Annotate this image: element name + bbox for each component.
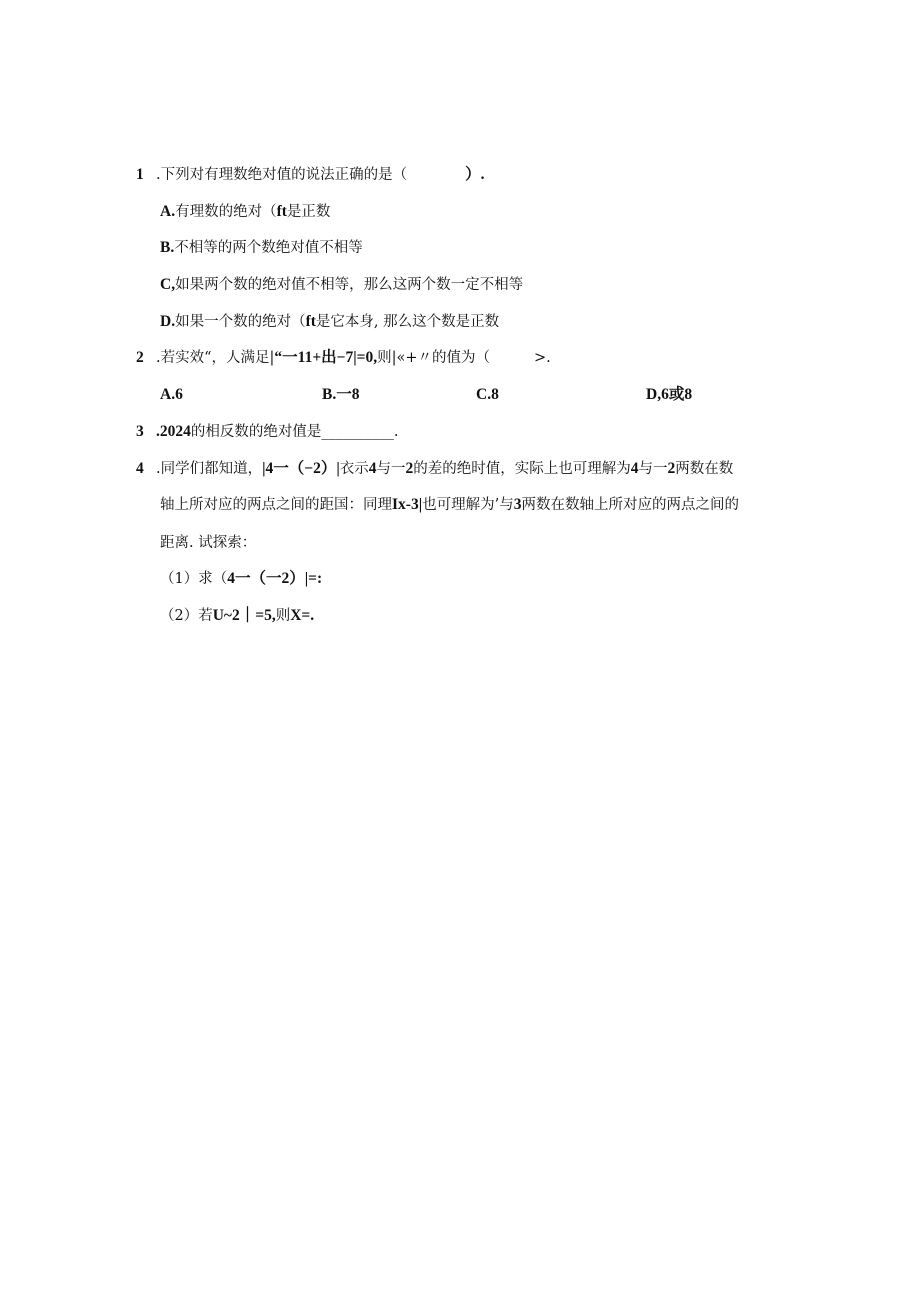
option-b: B.一8	[322, 386, 360, 403]
question-number: 4	[136, 460, 144, 477]
answer-blank: __________	[321, 424, 394, 440]
document-page: 1 .下列对有理数绝对值的说法正确的是（ ）. A.有理数的绝对（ft是正数 B.不相等的两个数绝对值不相等 C,如果两个数的绝对值不相等，那么这两个数一定不相等 D.如果一个数的绝对（ft是它本身, 那么这个数是正数 2 .若实效“，人满足|“一11+出−7|=0,则|«+〃的值为（ >. A.6 B.一8 C.8 D,6或8 3 .2024的相反数的绝对值是__________. 4 .同学们都知道，|4一（−2）|衣示4与一2的差的绝时值，实际上也可理解为4与一2两数在数 轴上所对应的两点之间的距国：同理Ix-3|也可理解为’与3两数在数轴上所对应的两点之间的 距离. 试探索： （1）求（4一（一2）|=: （2）若U~2｜=5,则X=.	[0, 0, 920, 1301]
question-number: 2	[136, 349, 144, 366]
option-c: C.8	[476, 386, 499, 403]
question-stem: .下列对有理数绝对值的说法正确的是（ ）.	[156, 166, 485, 183]
question-number: 1	[136, 166, 144, 183]
question-number: 3	[136, 423, 144, 440]
question-2-options	[0, 382, 920, 408]
question-stem: .若实效“，人满足|“一11+出−7|=0,则|«+〃的值为（ >.	[156, 349, 551, 366]
question-stem: .2024的相反数的绝对值是__________.	[156, 423, 399, 440]
option-d: D,6或8	[646, 386, 693, 403]
question-stem-line-1: .同学们都知道，|4一（−2）|衣示4与一2的差的绝时值，实际上也可理解为4与一2两数在数	[156, 460, 734, 477]
option-a: A.6	[160, 386, 183, 403]
